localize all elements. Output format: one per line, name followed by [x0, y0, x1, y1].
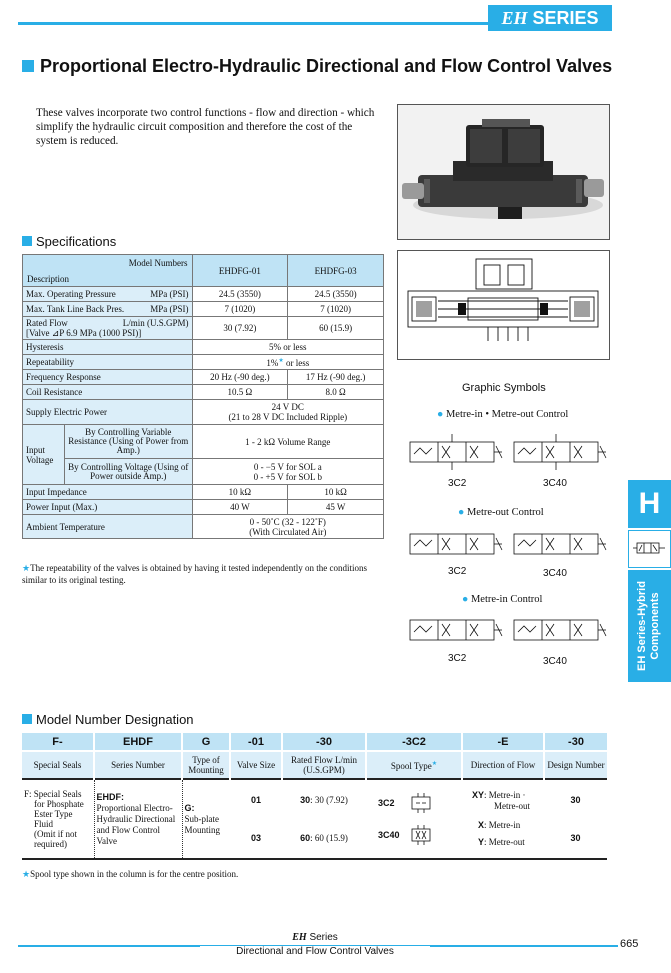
code-cell: F-	[22, 733, 94, 751]
code-cell: EHDF	[94, 733, 182, 751]
cell-value: 24.5 (3550)	[288, 287, 384, 302]
symbol-label: 3C2	[448, 478, 467, 489]
footer-series: EH Series	[200, 932, 430, 943]
bullet-dot-icon: ●	[462, 594, 469, 605]
table-row	[23, 459, 384, 485]
desc-cell: Special Seals	[22, 751, 94, 779]
row-label: Ambient Temperature	[23, 515, 193, 539]
symbol-group-heading: ● Metre-out Control	[458, 507, 544, 518]
cell-value: 7 (1020)	[192, 302, 288, 317]
table-row	[23, 317, 384, 340]
options-row	[22, 779, 607, 859]
star-icon: ★	[22, 563, 31, 573]
valve-symbol-icon	[629, 531, 670, 567]
table-row	[23, 302, 384, 317]
section-tab-symbol	[628, 530, 671, 568]
row-label: Rated Flow L/min (U.S.GPM) [Valve ⊿P 6.9 MPa (1000 PSI)]	[23, 317, 193, 340]
spool-options: 3C2 3C40	[366, 779, 462, 859]
row-sublabel: By Controlling Variable Resistance (Using of Power from Amp.)	[64, 425, 192, 459]
row-label: Power Input (Max.)	[23, 500, 193, 515]
cell-value: 17 Hz (-90 deg.)	[288, 370, 384, 385]
table-row	[23, 370, 384, 385]
section-tab-letter: H	[628, 480, 671, 528]
bullet-square-icon	[22, 714, 32, 724]
cell-value: 40 W	[192, 500, 288, 515]
table-row	[23, 385, 384, 400]
row-label: Repeatability	[23, 355, 193, 370]
intro-paragraph: These valves incorporate two control functions - flow and direction - which simplify the hydraulic circuit composition and therefore the cost of the system is reduced.	[36, 107, 375, 147]
spool-3c40-icon	[410, 825, 432, 845]
symbol-group-heading: ● Metre-in Control	[462, 594, 543, 605]
star-icon: ★	[278, 357, 284, 364]
bullet-dot-icon: ●	[458, 507, 465, 518]
row-label: Frequency Response	[23, 370, 193, 385]
cell-value: 1 - 2 kΩ Volume Range	[192, 425, 383, 459]
product-photo	[397, 104, 610, 240]
symbol-row-metre-in-out	[404, 428, 609, 474]
series-options: EHDF: Proportional Electro- Hydraulic Directional and Flow Control Valve	[94, 779, 182, 859]
header-band	[0, 0, 671, 34]
cell-value: 5% or less	[192, 340, 383, 355]
symbol-label: 3C40	[543, 478, 567, 489]
code-cell: -E	[462, 733, 544, 751]
row-label: Hysteresis	[23, 340, 193, 355]
row-label: Input Voltage	[23, 425, 65, 485]
sectional-drawing	[397, 250, 610, 360]
flow-options: 30: 30 (7.92) 60: 60 (15.9)	[282, 779, 366, 859]
cell-value: 1%★ or less	[192, 355, 383, 370]
desc-cell: Series Number	[94, 751, 182, 779]
footer-title: Directional and Flow Control Valves	[200, 946, 430, 957]
table-row	[23, 425, 384, 459]
design-options: 30 30	[544, 779, 607, 859]
symbol-row-metre-out	[404, 522, 609, 568]
model-03-header: EHDFG-03	[288, 255, 384, 287]
symbol-label: 3C40	[543, 656, 567, 667]
table-row	[23, 400, 384, 425]
desc-cell: Direction of Flow	[462, 751, 544, 779]
symbol-label: 3C2	[448, 566, 467, 577]
star-icon: ★	[431, 761, 438, 767]
valve-photo-illustration	[398, 105, 609, 239]
desc-cell: Design Number	[544, 751, 607, 779]
cell-value: 60 (15.9)	[288, 317, 384, 340]
star-icon: ★	[22, 869, 31, 879]
table-row	[23, 340, 384, 355]
cell-value: 0 - −5 V for SOL a 0 - +5 V for SOL b	[192, 459, 383, 485]
model-designation-table	[22, 733, 607, 860]
series-badge: EH SERIES	[488, 5, 612, 31]
row-label: Supply Electric Power	[23, 400, 193, 425]
bullet-dot-icon: ●	[437, 409, 444, 420]
cell-value: 24 V DC (21 to 28 V DC Included Ripple)	[192, 400, 383, 425]
desc-cell: Type of Mounting	[182, 751, 230, 779]
cell-value: 10 kΩ	[192, 485, 288, 500]
symbol-group-heading: ● Metre-in • Metre-out Control	[437, 409, 569, 420]
code-cell: -30	[282, 733, 366, 751]
page-number: 665	[620, 938, 639, 950]
cell-value: 45 W	[288, 500, 384, 515]
row-label: Max. Operating Pressure MPa (PSI)	[23, 287, 193, 302]
code-cell: -3C2	[366, 733, 462, 751]
symbol-label: 3C2	[448, 653, 467, 664]
cell-value: 20 Hz (-90 deg.)	[192, 370, 288, 385]
section-tab-text: EH Series-Hybrid Components	[636, 581, 661, 671]
mounting-options: G: Sub-plate Mounting	[182, 779, 230, 859]
valve-cross-section	[398, 251, 609, 359]
code-cell: G	[182, 733, 230, 751]
cell-value: 7 (1020)	[288, 302, 384, 317]
desc-cell: Valve Size	[230, 751, 282, 779]
header-description-cell	[23, 255, 193, 287]
spec-footnote: ★The repeatability of the valves is obtained by having it tested independently on the conditions similar to its original testing.	[22, 563, 367, 585]
table-row	[23, 515, 384, 539]
description-label: Description	[27, 273, 69, 284]
row-label: Coil Resistance	[23, 385, 193, 400]
table-row	[23, 485, 384, 500]
model-01-header: EHDFG-01	[192, 255, 288, 287]
header-rule	[18, 22, 498, 25]
model-designation-heading: Model Number Designation	[22, 712, 194, 727]
cell-value: 24.5 (3550)	[192, 287, 288, 302]
row-label: Input Impedance	[23, 485, 193, 500]
table-row	[23, 500, 384, 515]
page-title: Proportional Electro-Hydraulic Directional and Flow Control Valves	[22, 56, 612, 77]
specifications-heading: Specifications	[22, 234, 116, 249]
row-sublabel: By Controlling Voltage (Using of Power outside Amp.)	[64, 459, 192, 485]
symbol-row-metre-in	[404, 608, 609, 654]
size-options: 01 03	[230, 779, 282, 859]
seals-options: F: Special Seals for Phosphate Ester Type Fluid (Omit if not required)	[22, 779, 94, 859]
cell-value: 30 (7.92)	[192, 317, 288, 340]
code-cell: -30	[544, 733, 607, 751]
bullet-square-icon	[22, 236, 32, 246]
direction-options: XY: Metre-in · Metre-out X: Metre-in Y: Metre-out	[462, 779, 544, 859]
model-numbers-label: Model Numbers	[128, 257, 188, 268]
table-header-row	[23, 255, 384, 287]
bullet-square-icon	[22, 60, 34, 72]
section-tab-label	[628, 570, 671, 682]
desc-cell: Spool Type★	[366, 751, 462, 779]
table-row	[23, 355, 384, 370]
code-row	[22, 733, 607, 751]
symbol-label: 3C40	[543, 568, 567, 579]
specifications-table	[22, 254, 384, 539]
cell-value: 8.0 Ω	[288, 385, 384, 400]
spool-3c2-icon	[410, 793, 432, 813]
cell-value: 10 kΩ	[288, 485, 384, 500]
cell-value: 10.5 Ω	[192, 385, 288, 400]
code-cell: -01	[230, 733, 282, 751]
row-label: Max. Tank Line Back Pres. MPa (PSI)	[23, 302, 193, 317]
graphic-symbols-title: Graphic Symbols	[462, 382, 546, 394]
table-row	[23, 287, 384, 302]
description-row	[22, 751, 607, 779]
cell-value: 0 - 50˚C (32 - 122˚F) (With Circulated Air)	[192, 515, 383, 539]
designation-footnote: ★Spool type shown in the column is for the centre position.	[22, 869, 239, 879]
desc-cell: Rated Flow L/min (U.S.GPM)	[282, 751, 366, 779]
